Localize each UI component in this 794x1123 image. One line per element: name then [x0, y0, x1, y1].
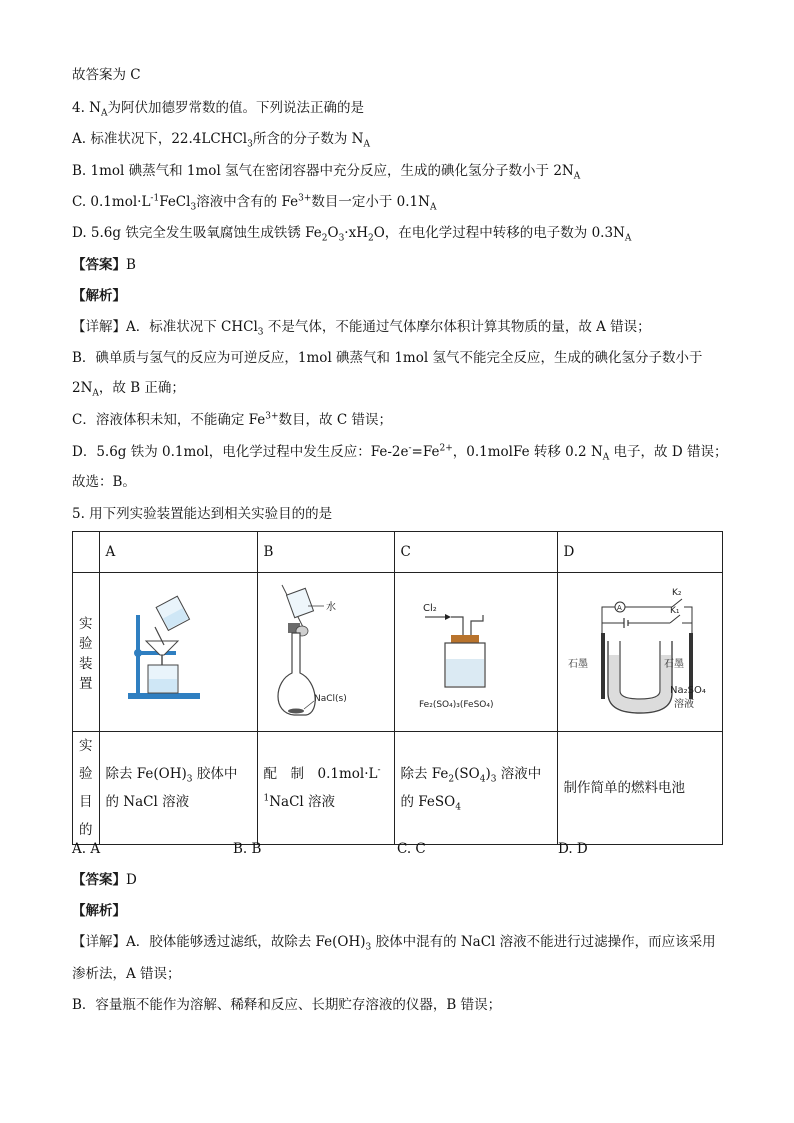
gas-bottle-diagram [401, 573, 551, 727]
table-purpose-row [73, 732, 723, 845]
q4-analysis-tag [72, 287, 126, 305]
q4-detail-4: C．溶液体积未知，不能确定 $Fe^{3+}$数目，故 C 错误； [72, 411, 392, 428]
left-electrode [601, 633, 605, 699]
pouring-beaker [156, 596, 189, 630]
header-c: C [394, 532, 557, 573]
purpose-d: 制作简单的燃料电池 [557, 732, 722, 845]
q4-detail-6: 故选：B。 [72, 474, 136, 490]
q4-option-c: C. $0.1mol\cdot L^{-1}FeCl_3$溶液中含有的 $Fe^{3+}$数目一定小于 $0.1N_A$ [72, 193, 437, 213]
volumetric-flask [278, 633, 315, 715]
choice-c: C. C [397, 841, 426, 857]
choice-a: A. A [72, 841, 101, 857]
electrolyte-label: Na₂SO₄ [669, 685, 706, 696]
answer-tag: 【答案】 [72, 257, 126, 273]
bottle-solution [446, 659, 484, 686]
q4-detail-2: B．碘单质与氢气的反应为可逆反应，1mol 碘蒸气和 1mol 氢气不能完全反应，生成的碘化氢分子数小于 [72, 350, 703, 366]
switch-k1 [670, 615, 680, 623]
purpose-a: 除去 $Fe(OH)_3$ 胶体中的 NaCl 溶液 [99, 732, 257, 845]
figure-c-gas-bottle [394, 573, 557, 732]
q5-analysis-tag [72, 902, 126, 920]
table-header-row [73, 532, 723, 573]
detail-text: A．标准状况下 CHCl$_3$ 不是气体，不能通过气体摩尔体积计算其物质的量，故 A 错误； [126, 319, 651, 338]
header-d: D [557, 532, 722, 573]
choice-d: D. D [558, 841, 588, 857]
header-a: A [99, 532, 257, 573]
table-apparatus-row [73, 573, 723, 732]
q5-answer [72, 871, 137, 889]
q4-option-a: A. 标准状况下，22.4LCHCl$_3$所含的分子数为 $N_A$ [72, 131, 370, 150]
answer-value: D [126, 872, 137, 888]
q5-detail-1 [72, 933, 716, 951]
answer-tag: 【答案】 [72, 872, 126, 888]
filtration-diagram [106, 573, 251, 727]
analysis-tag: 【解析】 [72, 903, 126, 919]
detail-tag: 【详解】 [72, 934, 126, 950]
flask-diagram [264, 573, 388, 727]
previous-answer: 故答案为 C [72, 67, 141, 83]
nacl-label: NaCl(s) [313, 694, 347, 704]
q5-stem: 5. 用下列实验装置能达到相关实验目的的是 [72, 506, 333, 522]
detail-text: A．胶体能够透过滤纸，故除去 $Fe(OH)_3$ 胶体中混有的 NaCl 溶液不能进行过滤操作，而应该采用 [126, 934, 716, 953]
left-electrode-label: 石墨 [567, 659, 588, 670]
figure-d-fuel-cell [557, 573, 722, 732]
q4-answer [72, 256, 136, 274]
filtrate [149, 679, 177, 692]
choice-b: B. B [233, 841, 262, 857]
q4-option-b: B. 1mol 碘蒸气和 1mol 氢气在密闭容器中充分反应，生成的碘化氢分子数小于 $2N_A$ [72, 163, 581, 182]
experiment-table [72, 531, 723, 845]
k2-label: K₂ [671, 588, 682, 598]
q4-detail-1 [72, 318, 651, 336]
figure-a-filtration [99, 573, 257, 732]
row-label-apparatus: 实验装置 [73, 573, 100, 732]
u-tube-inner [620, 641, 660, 699]
nacl-solid [288, 709, 304, 714]
header-blank [73, 532, 100, 573]
q4-option-d: D. 5.6g 铁完全发生吸氧腐蚀生成铁锈 $Fe_2O_3\cdot xH_2O$，在电化学过程中转移的电子数为 $0.3N_A$ [72, 225, 632, 244]
water-label: 水 [325, 602, 336, 613]
fuel-cell-diagram [564, 573, 716, 727]
gas-arrow-head [445, 614, 451, 620]
header-b: B [257, 532, 394, 573]
q4-detail-5: D．5.6g 铁为 0.1mol，电化学过程中发生反应：$Fe-2e^-=Fe^{2+}$，0.1molFe 转移 0.2 $N_A$ 电子，故 D 错误； [72, 443, 728, 463]
k1-label: K₁ [669, 606, 680, 616]
purpose-b: 配 制 $0.1mol\cdot L^{-1}NaCl$ 溶液 [257, 732, 394, 845]
q4-stem: 4. $N_A$为阿伏加德罗常数的值。下列说法正确的是 [72, 100, 364, 119]
detail-tag: 【详解】 [72, 319, 126, 335]
right-electrode-label: 石墨 [663, 659, 684, 670]
figure-b-volumetric-flask [257, 573, 394, 732]
q4-detail-3: $2N_A$，故 B 正确； [72, 380, 185, 399]
purpose-c: 除去 $Fe_2(SO_4)_3$ 溶液中的 FeSO$_4$ [394, 732, 557, 845]
bottle-stopper [451, 635, 479, 643]
analysis-tag: 【解析】 [72, 288, 126, 304]
row-label-purpose: 实验目的 [73, 732, 100, 845]
chlorine-label: Cl₂ [422, 603, 437, 614]
ammeter-label: A [616, 604, 622, 612]
answer-value: B [126, 257, 136, 273]
solution-label: Fe₂(SO₄)₃(FeSO₄) [418, 700, 494, 710]
circuit-top-wire [602, 607, 672, 645]
electrolyte-label-2: 溶液 [673, 699, 694, 710]
electrolyte [609, 655, 671, 712]
beaker-water [286, 588, 313, 617]
q5-detail-2: 渗析法，A 错误； [72, 966, 181, 982]
q5-detail-3: B．容量瓶不能作为溶解、稀释和反应、长期贮存溶液的仪器，B 错误； [72, 997, 502, 1013]
